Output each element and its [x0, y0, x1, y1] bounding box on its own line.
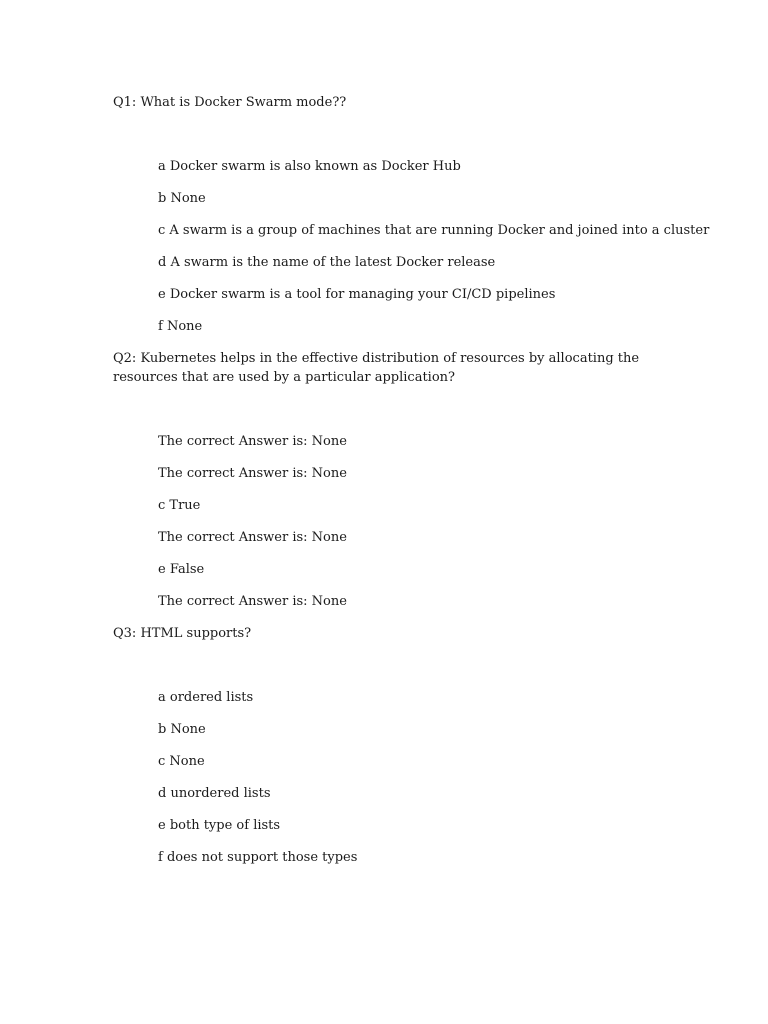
- question-1-option-e: e Docker swarm is a tool for managing your CI/CD pipelines: [158, 287, 556, 302]
- question-1-option-a: a Docker swarm is also known as Docker Hub: [158, 159, 461, 174]
- question-1-option-d: d A swarm is the name of the latest Docker release: [158, 255, 496, 270]
- question-2-option-3: c True: [158, 498, 201, 513]
- question-2-option-5: e False: [158, 562, 205, 577]
- question-3-option-e: e both type of lists: [158, 818, 281, 833]
- question-3-option-d: d unordered lists: [158, 786, 271, 801]
- question-2: Q2: Kubernetes helps in the effective distribution of resources by allocating the resources that are used by a particular application?: [113, 351, 640, 385]
- question-2-option-4: The correct Answer is: None: [158, 530, 347, 545]
- question-3: Q3: HTML supports?: [113, 626, 252, 641]
- question-2-option-6: The correct Answer is: None: [158, 594, 347, 609]
- question-3-option-f: f does not support those types: [158, 850, 358, 865]
- question-1-option-f: f None: [158, 319, 203, 334]
- question-3-option-b: b None: [158, 722, 206, 737]
- question-2-option-2: The correct Answer is: None: [158, 466, 347, 481]
- question-1: Q1: What is Docker Swarm mode??: [113, 95, 347, 110]
- question-3-option-a: a ordered lists: [158, 690, 254, 705]
- question-2-option-1: The correct Answer is: None: [158, 434, 347, 449]
- question-1-option-c: c A swarm is a group of machines that are running Docker and joined into a cluster: [158, 223, 710, 238]
- question-3-option-c: c None: [158, 754, 205, 769]
- question-1-option-b: b None: [158, 191, 206, 206]
